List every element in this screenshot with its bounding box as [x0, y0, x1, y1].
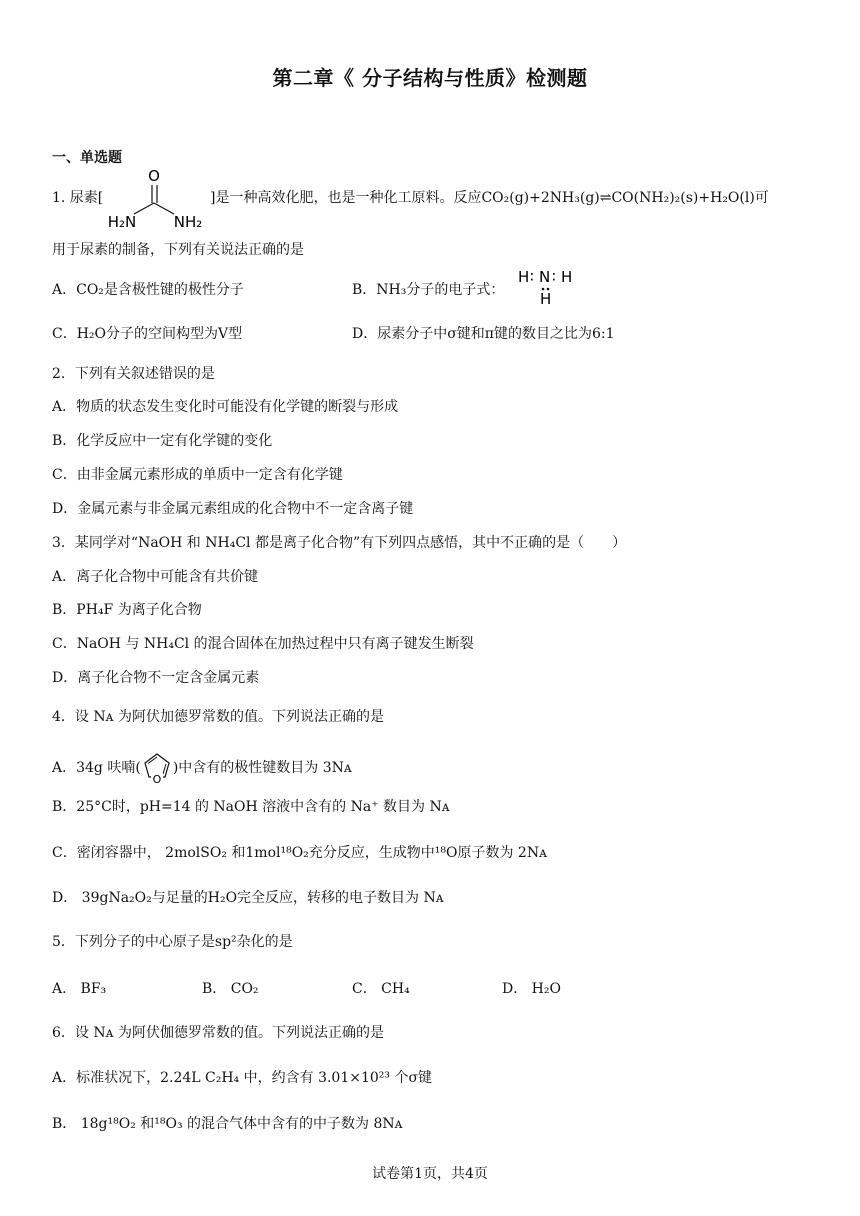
lewis-h2: H — [561, 268, 573, 286]
q4-option-d: D． 39gNa₂O₂与足量的H₂O完全反应，转移的电子数目为 Nᴀ — [52, 890, 444, 906]
q2-option-a: A．物质的状态发生变化时可能没有化学键的断裂与形成 — [52, 399, 399, 415]
q5-option-b: B． CO₂ — [202, 981, 259, 997]
furan-o-label: O — [152, 773, 162, 785]
q6-stem: 6．设 Nᴀ 为阿伏伽德罗常数的值。下列说法正确的是 — [52, 1025, 384, 1041]
q3-option-a: A．离子化合物中可能含有共价键 — [52, 569, 259, 585]
q4-option-a — [52, 751, 352, 785]
q4-option-c: C．密闭容器中， 2molSO₂ 和1mol¹⁸O₂充分反应，生成物中¹⁸O原子数为 2Nᴀ — [52, 845, 548, 861]
q2-stem: 2．下列有关叙述错误的是 — [52, 366, 215, 382]
urea-right-label: NH₂ — [173, 213, 203, 229]
q5-option-a: A． BF₃ — [52, 981, 107, 997]
q1-line2: 用于尿素的制备，下列有关说法正确的是 — [52, 242, 304, 258]
q1-option-a: A．CO₂是含极性键的极性分子 — [52, 282, 244, 298]
urea-o-label: O — [148, 167, 160, 185]
lewis-h1: H — [518, 268, 530, 286]
q5-stem: 5．下列分子的中心原子是sp²杂化的是 — [52, 934, 293, 950]
page-title: 第二章《 分子结构与性质》检测题 — [272, 66, 588, 90]
q3-option-b: B．PH₄F 为离子化合物 — [52, 602, 202, 618]
q2-option-b: B．化学反应中一定有化学键的变化 — [52, 433, 273, 449]
q1-prefix: 1. 尿素[ — [52, 190, 104, 206]
q6-option-a: A．标准状况下，2.24L C₂H₄ 中，约含有 3.01×10²³ 个σ键 — [52, 1070, 433, 1086]
q3-option-d: D．离子化合物不一定含金属元素 — [52, 670, 260, 686]
q1-option-d: D．尿素分子中σ键和π键的数目之比为6:1 — [352, 326, 615, 342]
q1-option-b: B．NH₃分子的电子式： — [352, 282, 505, 298]
q2-option-d: D．金属元素与非金属元素组成的化合物中不一定含离子键 — [52, 501, 414, 517]
urea-structure — [104, 167, 208, 229]
q3-stem: 3．某同学对“NaOH 和 NH₄Cl 都是离子化合物”有下列四点感悟，其中不正确的是（ ） — [52, 535, 627, 551]
nh3-lewis-structure — [516, 268, 576, 308]
section-heading: 一、单选题 — [52, 150, 122, 166]
q4-stem: 4．设 Nᴀ 为阿伏加德罗常数的值。下列说法正确的是 — [52, 709, 384, 725]
q5-option-c: C． CH₄ — [352, 981, 410, 997]
q5-option-d: D． H₂O — [502, 981, 561, 997]
q4-option-a-post: )中含有的极性键数目为 3Nᴀ — [172, 760, 352, 776]
lewis-h3: H — [540, 290, 552, 308]
q4-option-b: B．25°C时，pH=14 的 NaOH 溶液中含有的 Na⁺ 数目为 Nᴀ — [52, 799, 450, 815]
q2-option-c: C．由非金属元素形成的单质中一定含有化学键 — [52, 467, 343, 483]
page-footer: 试卷第1页，共4页 — [372, 1166, 488, 1182]
q1-option-c: C．H₂O分子的空间构型为V型 — [52, 326, 243, 342]
q4-option-a-pre: A．34g 呋喃( — [52, 760, 141, 776]
q1-suffix: ]是一种高效化肥，也是一种化工原料。反应CO₂(g)+2NH₃(g)⇌CO(NH₂)₂(s)+H₂O(l)可 — [210, 190, 769, 206]
furan-structure-icon — [141, 751, 173, 785]
lewis-dots-left: ∶ — [530, 268, 534, 286]
lewis-dots-right: ∶ — [552, 268, 556, 286]
q6-option-b: B． 18g¹⁸O₂ 和¹⁸O₃ 的混合气体中含有的中子数为 8Nᴀ — [52, 1116, 403, 1132]
q3-option-c: C．NaOH 与 NH₄Cl 的混合固体在加热过程中只有离子键发生断裂 — [52, 636, 474, 652]
lewis-n: N — [539, 268, 551, 286]
urea-left-label: H₂N — [107, 213, 137, 229]
